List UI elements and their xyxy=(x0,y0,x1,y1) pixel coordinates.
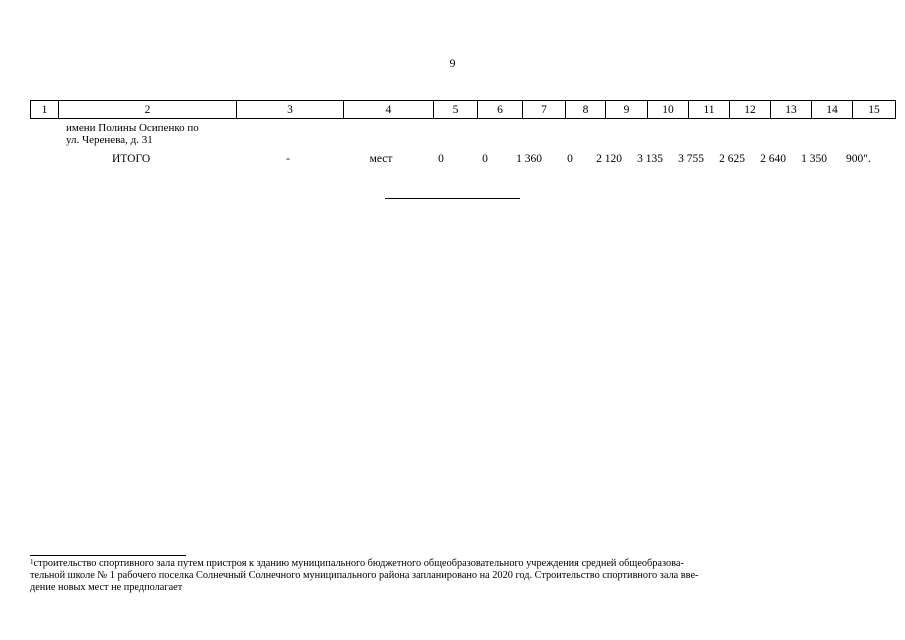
footnote-line xyxy=(30,558,875,570)
total-col3-value: - xyxy=(286,153,290,165)
footnote-line: тельной школе № 1 рабочего поселка Солнечный Солнечного муниципального района запланировано на 2020 год. Строительство спортивного зала вве- xyxy=(30,570,699,581)
column-number-cell: 1 xyxy=(31,101,59,119)
column-number-cell: 10 xyxy=(648,101,689,119)
total-value-col14: 1 350 xyxy=(801,153,827,165)
column-number-header xyxy=(30,100,896,119)
column-number-cell: 6 xyxy=(478,101,523,119)
continued-object-line: ул. Черенева, д. 31 xyxy=(66,134,153,146)
footnote-line: дение новых мест не предполагает xyxy=(30,582,183,593)
total-value-col15: 900". xyxy=(846,153,871,165)
total-value-col6: 0 xyxy=(482,153,488,165)
column-number-cell: 7 xyxy=(523,101,566,119)
total-value-col5: 0 xyxy=(438,153,444,165)
total-value-col12: 2 625 xyxy=(719,153,745,165)
footnote xyxy=(30,558,875,594)
column-number-cell: 15 xyxy=(853,101,896,119)
column-number-cell: 3 xyxy=(237,101,344,119)
column-number-cell: 4 xyxy=(344,101,434,119)
total-value-col7: 1 360 xyxy=(516,153,542,165)
column-number-cell: 9 xyxy=(606,101,648,119)
total-value-col10: 3 135 xyxy=(637,153,663,165)
page-number: 9 xyxy=(449,56,456,70)
column-number-cell: 5 xyxy=(434,101,478,119)
footnote-text: строительство спортивного зала путем пристроя к зданию муниципального бюджетного общеобразовательного учреждения средней общеобразова- xyxy=(33,558,684,569)
total-value-col8: 0 xyxy=(567,153,573,165)
section-end-divider xyxy=(385,198,520,199)
total-value-col11: 3 755 xyxy=(678,153,704,165)
footnote-divider xyxy=(30,555,186,556)
total-value-col9: 2 120 xyxy=(596,153,622,165)
continued-object-line: имени Полины Осипенко по xyxy=(66,122,199,134)
column-number-cell: 11 xyxy=(689,101,730,119)
column-number-cell: 14 xyxy=(812,101,853,119)
total-unit: мест xyxy=(369,153,393,165)
column-number-cell: 13 xyxy=(771,101,812,119)
total-label: ИТОГО xyxy=(112,153,151,165)
total-row xyxy=(0,153,905,167)
total-value-col13: 2 640 xyxy=(760,153,786,165)
continued-object-name xyxy=(66,122,246,146)
column-number-cell: 2 xyxy=(59,101,237,119)
column-number-cell: 8 xyxy=(566,101,606,119)
footnote-marker: 1 xyxy=(30,558,34,566)
column-number-cell: 12 xyxy=(730,101,771,119)
